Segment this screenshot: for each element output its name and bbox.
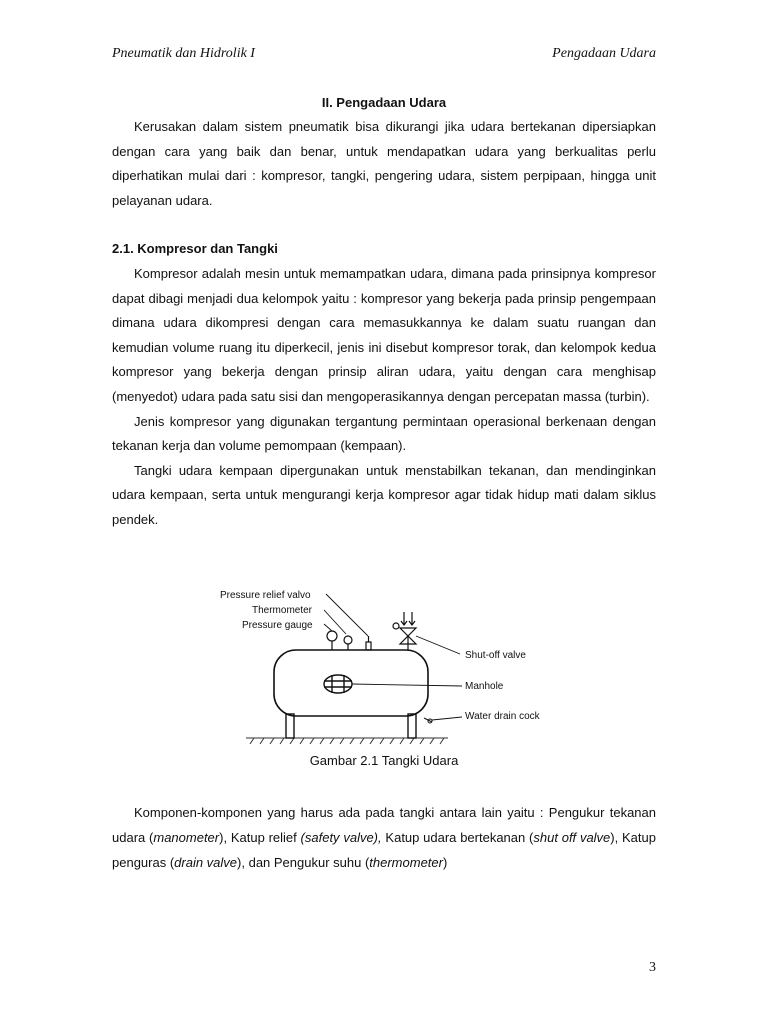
term-shut-off-valve: shut off valve xyxy=(533,830,611,845)
section-title: 2.1. Kompresor dan Tangki xyxy=(112,241,278,257)
leader-lines xyxy=(324,594,462,720)
text-segment: Katup udara bertekanan ( xyxy=(381,830,534,845)
label-water-drain-cock: Water drain cock xyxy=(465,711,540,722)
spacer xyxy=(112,213,656,237)
manhole-icon xyxy=(324,675,352,693)
term-drain-valve: drain valve xyxy=(174,855,238,870)
components-paragraph xyxy=(112,800,656,875)
label-pressure-gauge: Pressure gauge xyxy=(242,620,313,631)
intro-paragraph xyxy=(112,115,656,213)
paragraph-text: Jenis kompresor yang digunakan tergantung permintaan operasional berkenaan dengan tekanan kerja dan volume pemompaan (kempaan). xyxy=(112,413,656,454)
paragraph-text: Tangki udara kempaan dipergunakan untuk menstabilkan tekanan, dan mendinginkan udara kempaan, serta untuk mengurangi kerja kompresor agar tidak hidup mati dalam siklus pendek. xyxy=(112,462,656,527)
components-paragraph-text xyxy=(112,800,656,875)
label-manhole: Manhole xyxy=(465,681,504,692)
term-safety-valve: (safety valve), xyxy=(300,830,382,845)
header-chapter-title: Pengadaan Udara xyxy=(552,46,656,61)
intro-paragraph-text: Kerusakan dalam sistem pneumatik bisa dikurangi jika udara bertekanan dipersiapkan dengan cara yang baik dan benar, untuk mendapatkan udara yang berkualitas perlu diperhatikan mulai dari : kompresor, tangki, pengering udara, sistem perpipaan, hingga unit pelayanan udara. xyxy=(112,119,656,208)
header-book-title: Pneumatik dan Hidrolik I xyxy=(112,46,255,61)
text-segment: Komponen-komponen yang harus ada pada tangki antara lain yaitu : Pengukur tekanan udara ( xyxy=(112,805,656,845)
paragraph-text: Kompresor adalah mesin untuk memampatkan udara, dimana pada prinsipnya kompresor dapat dibagi menjadi dua kelompok yaitu : kompresor yang bekerja pada prinsip pengempaan dimana udara dikompresi dengan cara memasukkannya ke dalam suatu ruangan dan kemudian volume ruang itu diperkecil, jenis ini disebut kompresor torak, dan kelompok kedua kompresor yang bekerja dengan prinsip aliran udara, yaitu dengan cara menghisap (menyedot) udara pada satu sisi dan mengoperasikannya dengan percepatan massa (turbin). xyxy=(112,265,656,404)
running-header xyxy=(112,46,656,66)
main-content xyxy=(112,91,656,533)
term-manometer: manometer xyxy=(153,830,220,845)
text-segment: ), dan Pengukur suhu ( xyxy=(237,855,370,870)
ground-hatch xyxy=(246,738,448,744)
tank-legs xyxy=(286,714,416,738)
air-tank-diagram xyxy=(216,578,556,748)
page-number: 3 xyxy=(649,960,656,975)
text-segment: ) xyxy=(442,855,448,870)
tank-body xyxy=(274,650,428,716)
text-segment: ), Katup relief xyxy=(219,830,301,845)
paragraph-tangki xyxy=(112,459,656,533)
shut-off-valve-icon xyxy=(393,612,416,650)
term-thermometer: thermometer xyxy=(369,855,443,870)
air-tank-figure xyxy=(216,578,556,748)
top-fittings xyxy=(327,631,371,650)
label-shut-off-valve: Shut-off valve xyxy=(465,650,526,661)
drain-cock-icon xyxy=(424,718,432,723)
figure-caption: Gambar 2.1 Tangki Udara xyxy=(309,753,459,768)
label-pressure-relief-valve: Pressure relief valvo xyxy=(220,590,311,601)
paragraph-kompresor xyxy=(112,262,656,410)
paragraph-jenis xyxy=(112,410,656,459)
label-thermometer: Thermometer xyxy=(252,605,313,616)
text-segment: ), Katup penguras ( xyxy=(112,830,656,870)
chapter-title: II. Pengadaan Udara xyxy=(321,95,447,110)
